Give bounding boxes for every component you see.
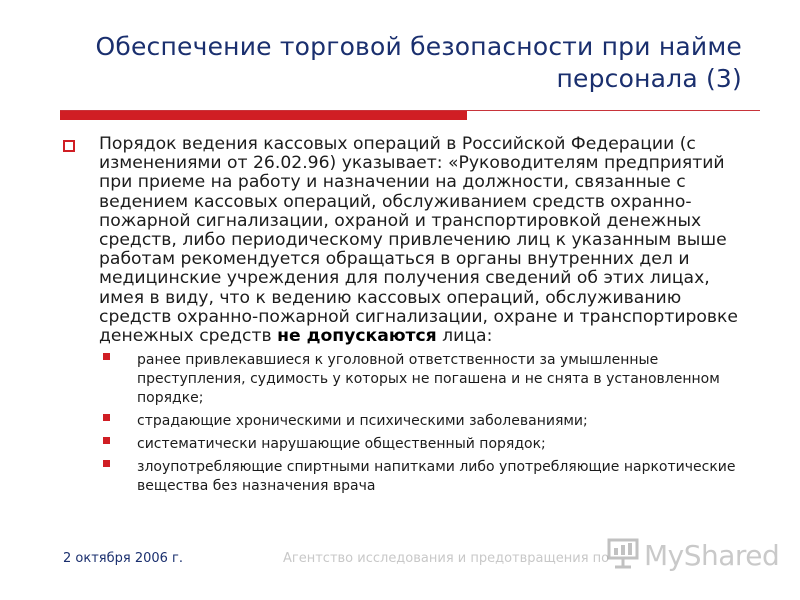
filled-square-bullet-icon <box>103 437 110 444</box>
watermark-text: MyShared <box>644 538 780 572</box>
slide-body <box>63 135 753 498</box>
hollow-square-bullet-icon <box>63 140 75 152</box>
watermark-logo <box>606 536 779 574</box>
main-bullet-item <box>63 135 753 346</box>
filled-square-bullet-icon <box>103 414 110 421</box>
main-paragraph <box>99 135 753 346</box>
list-item <box>63 433 753 452</box>
list-item-text: страдающие хроническими и психическими заболеваниями; <box>137 413 588 430</box>
list-item-text: ранее привлекавшиеся к уголовной ответственности за умышленные преступления, судимость у которых не погашена и не снята в установленном порядке; <box>137 352 720 407</box>
sub-bullet-list <box>63 349 753 494</box>
filled-square-bullet-icon <box>103 353 110 360</box>
list-item <box>63 410 753 429</box>
main-paragraph-start: Порядок ведения кассовых операций в Российской Федерации (с изменениями от 26.02.96) указывает: «Руководителям предприятий при приеме на работу и назначении на должности, связанные с ведением кассовых операций, обслуживанием средств охранно-пожарной сигнализации, охраной и транспортировкой денежных средств, либо периодическому привлечению лиц к указанным выше работам рекомендуется обращаться в органы внутренних дел и медицинские учреждения для получения сведений об этих лицах, имея в виду, что к ведению кассовых операций, обслуживанию средств охранно-пожарной сигнализации, охране и транспортировке денежных средств <box>99 134 739 347</box>
filled-square-bullet-icon <box>103 460 110 467</box>
list-item-text: злоупотребляющие спиртными напитками либо употребляющие наркотические вещества без назначения врача <box>137 459 736 495</box>
title-divider-accent-bar <box>60 111 467 120</box>
list-item <box>63 456 753 494</box>
presentation-board-icon <box>606 536 640 574</box>
footer-organization: Агентство исследования и предотвращения по <box>283 551 610 566</box>
main-paragraph-bold: не допускаются <box>277 326 437 347</box>
main-paragraph-end: лица: <box>436 326 493 347</box>
list-item <box>63 349 753 406</box>
slide-title: Обеспечение торговой безопасности при найме персонала (3) <box>95 32 742 93</box>
footer-date: 2 октября 2006 г. <box>63 551 184 566</box>
list-item-text: систематически нарушающие общественный порядок; <box>137 436 546 453</box>
